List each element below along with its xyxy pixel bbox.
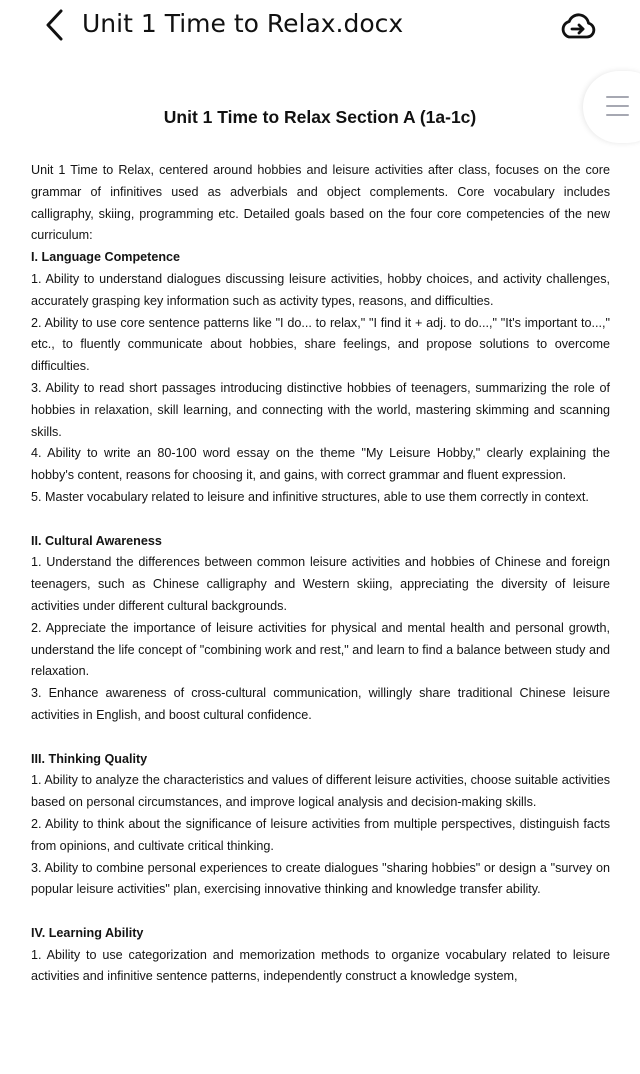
list-item: 3. Ability to read short passages introducing distinctive hobbies of teenagers, summarizing the role of hobbies in relaxation, skill learning, and connecting with the world, mastering skimming and scanning skills. — [31, 380, 610, 439]
paragraph-spacer — [31, 901, 610, 923]
list-item: 1. Ability to analyze the characteristics and values of different leisure activities, choose suitable activities based on personal circumstances, and improve logical analysis and decision-making skills. — [31, 773, 610, 810]
list-item: 2. Ability to use core sentence patterns like "I do... to relax," "I find it + adj. to do...," "It's important to...," etc., to fluently communicate about hobbies, share feelings, and propose solutions to overcome difficulties. — [31, 315, 610, 374]
section-heading: II. Cultural Awareness — [31, 533, 162, 548]
list-item: 5. Master vocabulary related to leisure and infinitive structures, able to use them correctly in context. — [31, 489, 589, 504]
list-item: 3. Ability to combine personal experiences to create dialogues "sharing hobbies" or design a "survey on popular leisure activities" plan, exercising innovative thinking and knowledge transfer ability. — [31, 860, 610, 897]
list-item: 1. Understand the differences between common leisure activities and hobbies of Chinese and foreign teenagers, such as Chinese calligraphy and Western skiing, appreciating the diversity of leisure activities under different cultural backgrounds. — [31, 555, 610, 613]
intro-paragraph: Unit 1 Time to Relax, centered around hobbies and leisure activities after class, focuses on the core grammar of infinitives used as adverbials and object complements. Core vocabulary includes calligraphy, skiing, programming etc. Detailed goals based on the four core competencies of the new curriculum: — [31, 163, 610, 243]
list-item: 1. Ability to use categorization and memorization methods to organize vocabulary related to leisure activities and infinitive sentence patterns, independently construct a knowledge system, — [31, 947, 610, 984]
cloud-upload-button[interactable] — [558, 8, 598, 42]
back-button[interactable] — [40, 6, 70, 44]
list-item: 2. Ability to think about the significance of leisure activities from multiple perspectives, distinguish facts from opinions, and cultivate critical thinking. — [31, 816, 610, 853]
section-heading: III. Thinking Quality — [31, 751, 148, 766]
section-heading: IV. Learning Ability — [31, 925, 144, 940]
document-heading: Unit 1 Time to Relax Section A (1a-1c) — [163, 107, 477, 127]
cloud-arrow-icon — [558, 8, 598, 42]
list-item: 3. Enhance awareness of cross-cultural communication, willingly share traditional Chinese leisure activities in English, and boost cultural confidence. — [31, 686, 610, 722]
chevron-left-icon — [40, 6, 70, 44]
paragraph-spacer — [31, 727, 610, 749]
document-body — [31, 160, 610, 988]
section-heading: I. Language Competence — [31, 250, 181, 265]
list-item: 1. Ability to understand dialogues discussing leisure activities, hobby choices, and activity challenges, accurately grasping key information such as activity types, reasons, and difficulties. — [31, 271, 610, 308]
top-bar — [0, 0, 640, 50]
list-item: 4. Ability to write an 80-100 word essay on the theme "My Leisure Hobby," clearly explaining the hobby's content, reasons for choosing it, and gains, with correct grammar and fluent expression. — [31, 446, 610, 483]
paragraph-spacer — [31, 509, 610, 531]
document-title: Unit 1 Time to Relax.docx — [82, 9, 404, 38]
list-item: 2. Appreciate the importance of leisure activities for physical and mental health and personal growth, understand the life concept of "combining work and rest," and learn to find a balance between study and relaxation. — [31, 620, 610, 679]
